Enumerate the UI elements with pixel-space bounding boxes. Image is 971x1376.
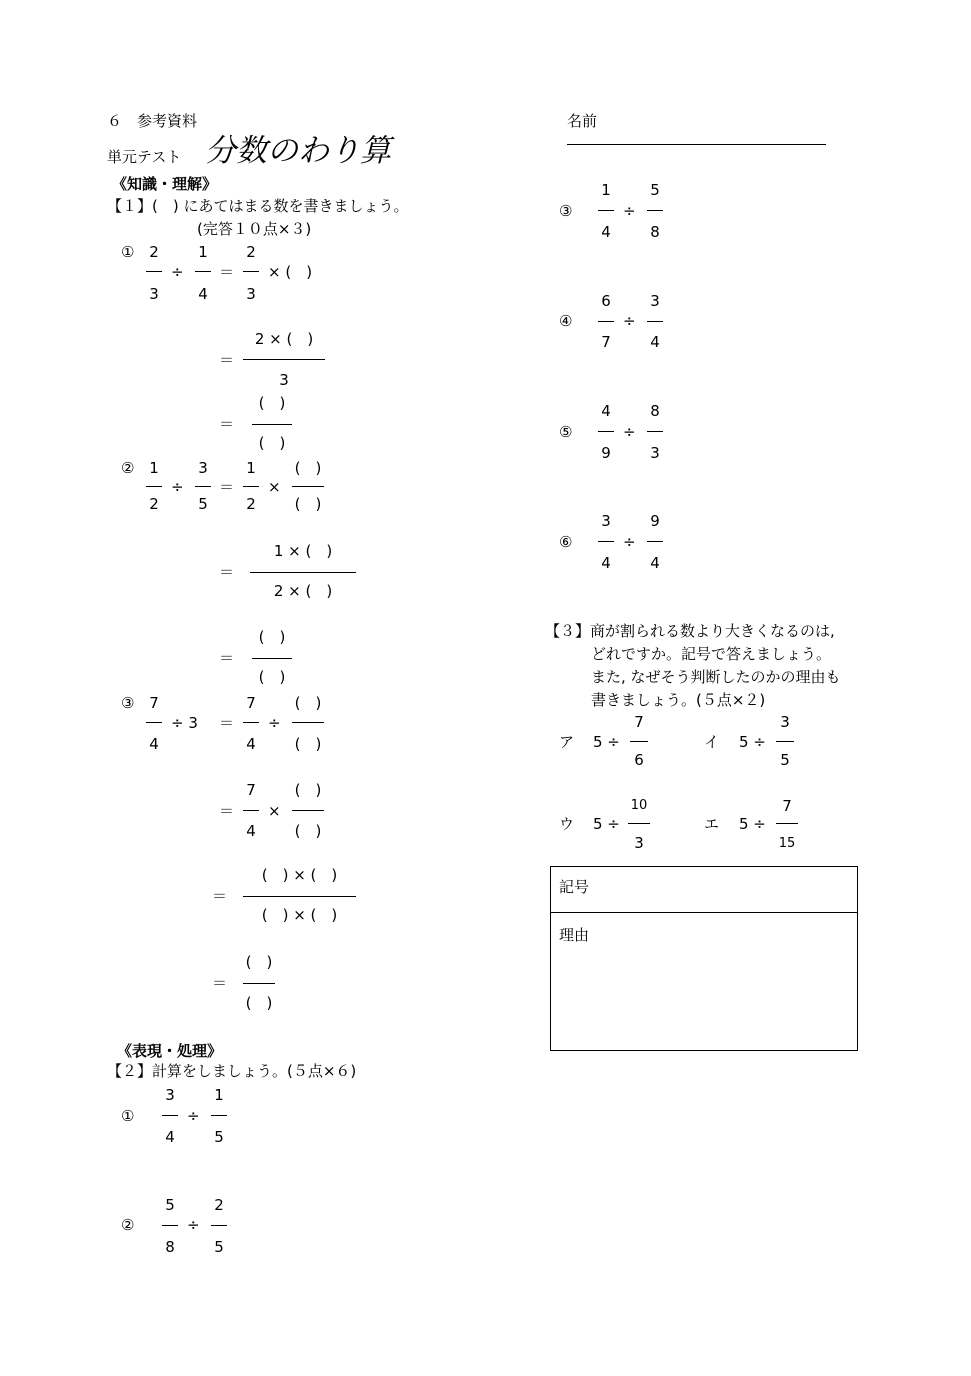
numerator: 6 [601, 292, 611, 310]
numerator: 7 [246, 781, 256, 799]
q3-line-1: 【３】商が割られる数より大きくなるのは, [545, 622, 835, 640]
numerator: ( ) × ( ) [261, 866, 338, 884]
numerator: 2 [149, 243, 159, 261]
numerator: 3 [198, 459, 208, 477]
numerator: 3 [780, 713, 790, 731]
equals-sign: ＝ [219, 263, 235, 281]
fraction-bar [292, 722, 324, 723]
q3-line-2: どれですか。記号で答えましょう。 [591, 645, 832, 663]
denominator: 5 [780, 751, 790, 769]
equals-sign: ＝ [219, 714, 235, 732]
numerator: 3 [601, 512, 611, 530]
option-whole: 5 ÷ [593, 733, 620, 751]
denominator: 15 [778, 836, 796, 851]
fraction-bar [776, 823, 798, 824]
denominator: 4 [601, 223, 611, 241]
numerator-blank: ( ) [294, 781, 322, 799]
answer-reason-label: 理由 [559, 926, 590, 944]
page-title: 分数のわり算 [205, 133, 391, 169]
section-number: ６ 参考資料 [107, 112, 198, 130]
numerator: 2 × ( ) [254, 330, 314, 348]
fraction-bar [598, 321, 614, 322]
numerator: 3 [165, 1086, 175, 1104]
denominator: 4 [601, 554, 611, 572]
denominator: 3 [634, 834, 644, 852]
fraction-bar [243, 359, 325, 360]
numerator: ( ) [245, 953, 273, 971]
fraction-bar [162, 1225, 178, 1226]
problem-mark: ③ [559, 202, 573, 220]
equals-sign: ＝ [219, 351, 235, 369]
numerator: 1 [246, 459, 256, 477]
denominator-blank: ( ) [294, 735, 322, 753]
numerator: 5 [165, 1196, 175, 1214]
denominator: 5 [198, 495, 208, 513]
numerator: 1 × ( ) [273, 542, 333, 560]
numerator: ( ) [258, 628, 286, 646]
equals-sign: ＝ [212, 887, 228, 905]
denominator: 4 [246, 735, 256, 753]
problem-mark: ③ [121, 694, 135, 712]
denominator: ( ) × ( ) [261, 906, 338, 924]
fraction-bar [292, 810, 324, 811]
fraction-bar [146, 722, 162, 723]
denominator-blank: ( ) [294, 495, 322, 513]
fraction-bar [195, 271, 211, 272]
fraction-bar [211, 1115, 227, 1116]
numerator-blank: ( ) [294, 694, 322, 712]
fraction-bar [598, 541, 614, 542]
divide-sign: ÷ [623, 533, 636, 551]
q1-points: (完答１０点×３) [197, 220, 312, 238]
equals-sign: ＝ [219, 563, 235, 581]
numerator: 8 [650, 402, 660, 420]
fraction-bar [252, 424, 292, 425]
denominator: 3 [149, 285, 159, 303]
denominator: 5 [214, 1238, 224, 1256]
q2-text: 【２】計算をしましょう。(５点×６) [107, 1062, 357, 1080]
divide-sign: ÷ [171, 478, 184, 496]
denominator: 6 [634, 751, 644, 769]
fraction-bar [146, 486, 162, 487]
fraction-bar [243, 896, 356, 897]
equals-sign: ＝ [212, 974, 228, 992]
fraction-bar [252, 658, 292, 659]
numerator: ( ) [258, 394, 286, 412]
fraction-bar [243, 983, 275, 984]
numerator-blank: ( ) [294, 459, 322, 477]
denominator: 8 [650, 223, 660, 241]
denominator: 2 [149, 495, 159, 513]
name-label: 名前 [567, 112, 598, 130]
fraction-bar [647, 541, 663, 542]
numerator: 7 [634, 713, 644, 731]
fraction-bar [243, 486, 259, 487]
q1-text: 【１】( ) にあてはまる数を書きましょう。 [107, 197, 409, 215]
problem-mark: ② [121, 1216, 135, 1234]
numerator: 10 [630, 798, 648, 813]
denominator: 4 [165, 1128, 175, 1146]
fraction-bar [647, 321, 663, 322]
problem-mark: ⑥ [559, 533, 573, 551]
section2-heading: 《表現・処理》 [117, 1042, 223, 1060]
numerator: 7 [149, 694, 159, 712]
numerator: 2 [214, 1196, 224, 1214]
fraction-bar [146, 271, 162, 272]
fraction-bar [243, 722, 259, 723]
denominator: 2 × ( ) [273, 582, 333, 600]
denominator: 4 [246, 822, 256, 840]
denominator: 3 [279, 371, 289, 389]
numerator: 1 [149, 459, 159, 477]
divide-sign: ÷ [623, 312, 636, 330]
denominator: 8 [165, 1238, 175, 1256]
denominator: 3 [650, 444, 660, 462]
numerator: 5 [650, 181, 660, 199]
option-whole: 5 ÷ [739, 815, 766, 833]
times-sign: × [268, 478, 281, 496]
answer-symbol-field[interactable] [600, 870, 850, 908]
fraction-bar [195, 486, 211, 487]
divide-sign: ÷ [187, 1107, 200, 1125]
fraction-bar [630, 741, 648, 742]
answer-symbol-label: 記号 [559, 878, 590, 896]
denominator: 9 [601, 444, 611, 462]
section1-heading: 《知識・理解》 [112, 175, 218, 193]
numerator: 1 [214, 1086, 224, 1104]
option-label: イ [704, 733, 720, 751]
divide-sign: ÷ [623, 423, 636, 441]
numerator: 3 [650, 292, 660, 310]
denominator: 3 [246, 285, 256, 303]
equals-sign: ＝ [219, 478, 235, 496]
denominator: 2 [246, 495, 256, 513]
fraction-bar [628, 823, 650, 824]
equals-sign: ＝ [219, 802, 235, 820]
fraction-bar [598, 431, 614, 432]
denominator: ( ) [258, 668, 286, 686]
option-whole: 5 ÷ [593, 815, 620, 833]
times-blank: × ( ) [268, 263, 313, 281]
fraction-bar [647, 210, 663, 211]
denominator: 5 [214, 1128, 224, 1146]
denominator: 4 [198, 285, 208, 303]
denominator: 4 [650, 333, 660, 351]
denominator: 4 [650, 554, 660, 572]
numerator: 7 [246, 694, 256, 712]
option-label: エ [704, 815, 720, 833]
option-label: ア [559, 733, 575, 751]
divide-sign: ÷ [268, 714, 281, 732]
denominator: 4 [149, 735, 159, 753]
fraction-bar [598, 210, 614, 211]
answer-reason-field[interactable] [555, 950, 851, 1045]
denominator-blank: ( ) [294, 822, 322, 840]
denominator: 7 [601, 333, 611, 351]
numerator: 1 [198, 243, 208, 261]
option-whole: 5 ÷ [739, 733, 766, 751]
fraction-bar [211, 1225, 227, 1226]
numerator: 2 [246, 243, 256, 261]
equals-sign: ＝ [219, 415, 235, 433]
denominator: ( ) [245, 994, 273, 1012]
numerator: 1 [601, 181, 611, 199]
name-line[interactable] [567, 144, 826, 145]
problem-mark: ④ [559, 312, 573, 330]
problem-mark: ① [121, 1107, 135, 1125]
divide-sign: ÷ [623, 202, 636, 220]
numerator: 9 [650, 512, 660, 530]
fraction-bar [647, 431, 663, 432]
divide-sign: ÷ [171, 263, 184, 281]
option-label: ウ [559, 815, 575, 833]
fraction-bar [243, 810, 259, 811]
fraction-bar [776, 741, 794, 742]
problem-mark: ① [121, 243, 135, 261]
equals-sign: ＝ [219, 649, 235, 667]
q3-line-3: また, なぜそう判断したのかの理由も [591, 668, 841, 686]
divide-three: ÷ 3 [171, 714, 198, 732]
fraction-bar [243, 271, 259, 272]
problem-mark: ⑤ [559, 423, 573, 441]
problem-mark: ② [121, 459, 135, 477]
denominator: ( ) [258, 434, 286, 452]
numerator: 4 [601, 402, 611, 420]
fraction-bar [162, 1115, 178, 1116]
fraction-bar [250, 572, 356, 573]
q3-line-4: 書きましょう。(５点×２) [591, 691, 766, 709]
answer-box-divider [550, 912, 858, 913]
fraction-bar [292, 486, 324, 487]
unit-test-label: 単元テスト [107, 148, 182, 166]
divide-sign: ÷ [187, 1216, 200, 1234]
numerator: 7 [782, 797, 792, 815]
times-sign: × [268, 802, 281, 820]
